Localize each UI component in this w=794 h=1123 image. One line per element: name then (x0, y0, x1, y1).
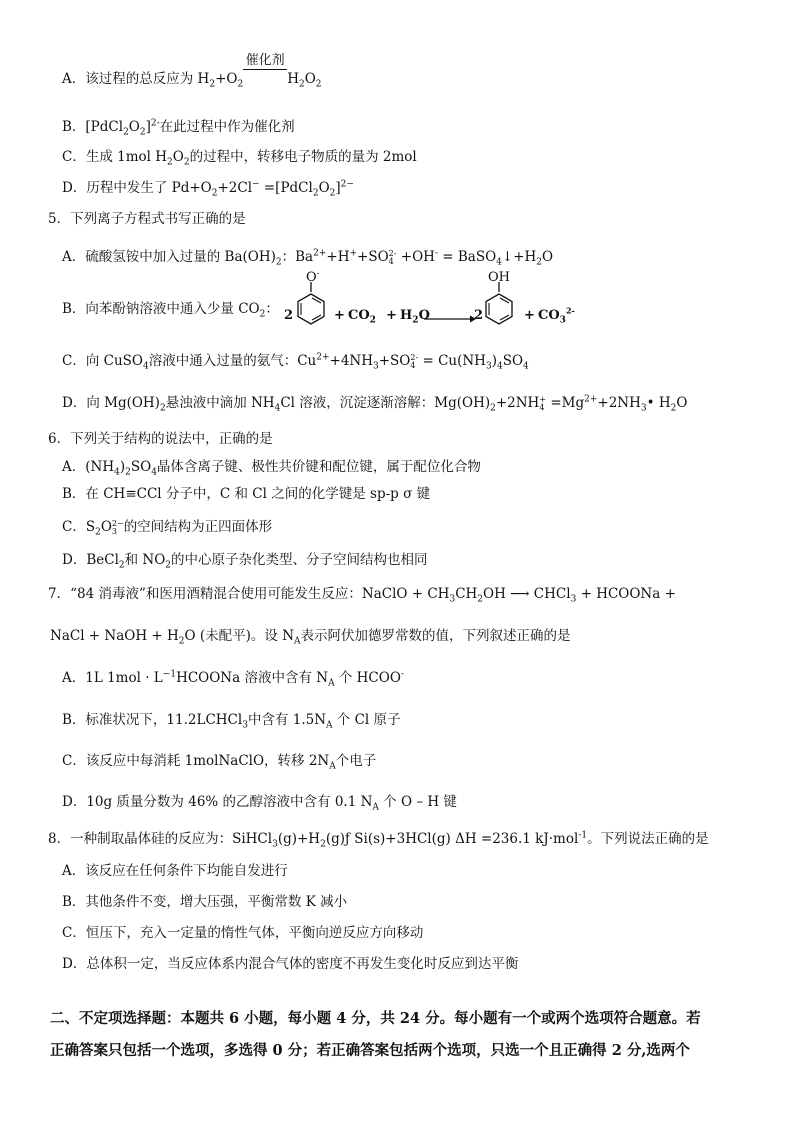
q7-option-a: A．1L $1mol \cdot L^{-1}HCOONa$ 溶液中含有 $N_A$ 个 HCOO- (62, 669, 404, 689)
catalyst-arrow (243, 53, 287, 88)
q5-option-b-text: B．向苯酚钠溶液中通入少量 $CO_2$： (62, 301, 279, 320)
catalyst-label: 催化剂 (245, 53, 285, 68)
q6-stem: 6．下列关于结构的说法中，正确的是 (48, 431, 273, 447)
phenolate-reaction (280, 268, 580, 336)
coef-phenol: 2 (474, 308, 484, 323)
benzene-ring-phenolate-icon (294, 280, 328, 336)
phenolate-oxygen: O- (306, 268, 320, 285)
q4-option-c: C．生成 1mol $H_2O_2$的过程中，转移电子物质的量为 2mol (62, 149, 417, 168)
q8-stem: 8．一种制取晶体硅的反应为：$SiHCl_3(g)+H_2(g)ƒ$ Si(s)+3HCl(g) ΔH =236.1 kJ·mol$^{-1}$。下列说法正确的是 (48, 830, 709, 850)
q4-option-a: A．该过程的总反应为 $H_2+O_2$ 催化剂 $H_2O_2$ (62, 53, 322, 90)
benzene-ring-phenol-icon (482, 280, 516, 336)
q6-option-c: C．$S_2O$ 2− 3 的空间结构为正四面体形 (62, 518, 273, 538)
h2o-formula: $H_2O$ (400, 308, 430, 326)
q7-option-c: C．该反应中每消耗 1molNaClO，转移 $2N_A$个电子 (62, 753, 377, 772)
co3-formula: $CO_3^{2-}$ (538, 305, 575, 326)
co2-formula: $CO_2$ (348, 308, 376, 326)
q7-stem-line1: 7．“84 消毒液”和医用酒精混合使用可能发生反应：NaClO + $CH_3CH_2OH$ ⟶ CHCl$_3$ + HCOONa + (48, 586, 676, 605)
q7-stem-line2: NaCl + NaOH + $H_2O$ (未配平)。设 $N_A$表示阿伏加德罗常数的值，下列叙述正确的是 (50, 628, 571, 647)
q8-option-d: D．总体积一定，当反应体系内混合气体的密度不再发生变化时反应到达平衡 (62, 956, 519, 972)
coef-phenolate: 2 (284, 308, 294, 323)
q6-option-d: D．BeCl$_2$和 $NO_2$的中心原子杂化类型、分子空间结构也相同 (62, 552, 428, 571)
phenol-oh: OH (488, 270, 510, 285)
q5-option-a: A．硫酸氢铵中加入过量的 $Ba(OH)_2$：$Ba^{2+}+H^++SO$ 2- 4 $+OH^- = BaSO_4↓+H_2O$ (62, 248, 554, 268)
q6-option-b: B．在 CH≡CCl 分子中，C 和 Cl 之间的化学键是 sp-p σ 键 (62, 486, 431, 502)
q5-stem: 5．下列离子方程式书写正确的是 (48, 211, 246, 227)
q7-option-b: B．标准状况下，11.2LCHCl$_3$中含有 $1.5N_A$ 个 Cl 原子 (62, 712, 401, 731)
q4-option-d: D．历程中发生了 $Pd+O_2+2Cl^-$ $=[PdCl_2O_2]^{2-}$ (62, 179, 354, 199)
q6-option-a: A．$(NH_4)_2SO_4$晶体含离子键、极性共价键和配位键，属于配位化合物 (62, 459, 481, 478)
plus-sign: + (334, 308, 345, 323)
q4-option-b: B．$[PdCl_2O_2]^{2-}$在此过程中作为催化剂 (62, 118, 295, 138)
plus-sign-3: + (524, 308, 535, 323)
q7-option-d: D．10g 质量分数为 46% 的乙醇溶液中含有 0.1 $N_A$ 个 O – H 键 (62, 794, 457, 813)
q8-option-a: A．该反应在任何条件下均能自发进行 (62, 863, 288, 879)
q5-option-c: C．向 CuSO$_4$溶液中通入过量的氨气：$Cu^{2+}+4NH_3+SO$ 2- 4 = $Cu(NH_3)_4SO_4$ (62, 352, 529, 372)
q8-option-b: B．其他条件不变，增大压强，平衡常数 K 减小 (62, 894, 348, 910)
q5-option-d: D．向 $Mg(OH)_2$悬浊液中滴加 $NH_4Cl$ 溶液，沉淀逐渐溶解：$Mg(OH)_2+2NH$ + 4 $=Mg^{2+}+2NH_3•$ $H_2O$ (62, 394, 688, 414)
section2-line1: 二、不定项选择题：本题共 6 小题，每小题 4 分，共 24 分。每小题有一个或两个选项符合题意。若 (50, 1010, 701, 1027)
plus-sign-2: + (386, 308, 397, 323)
reaction-arrow-icon (424, 314, 476, 324)
section2-line2: 正确答案只包括一个选项，多选得 0 分；若正确答案包括两个选项，只选一个且正确得 2 分,选两个 (50, 1042, 690, 1059)
q8-option-c: C．恒压下，充入一定量的惰性气体，平衡向逆反应方向移动 (62, 925, 424, 941)
